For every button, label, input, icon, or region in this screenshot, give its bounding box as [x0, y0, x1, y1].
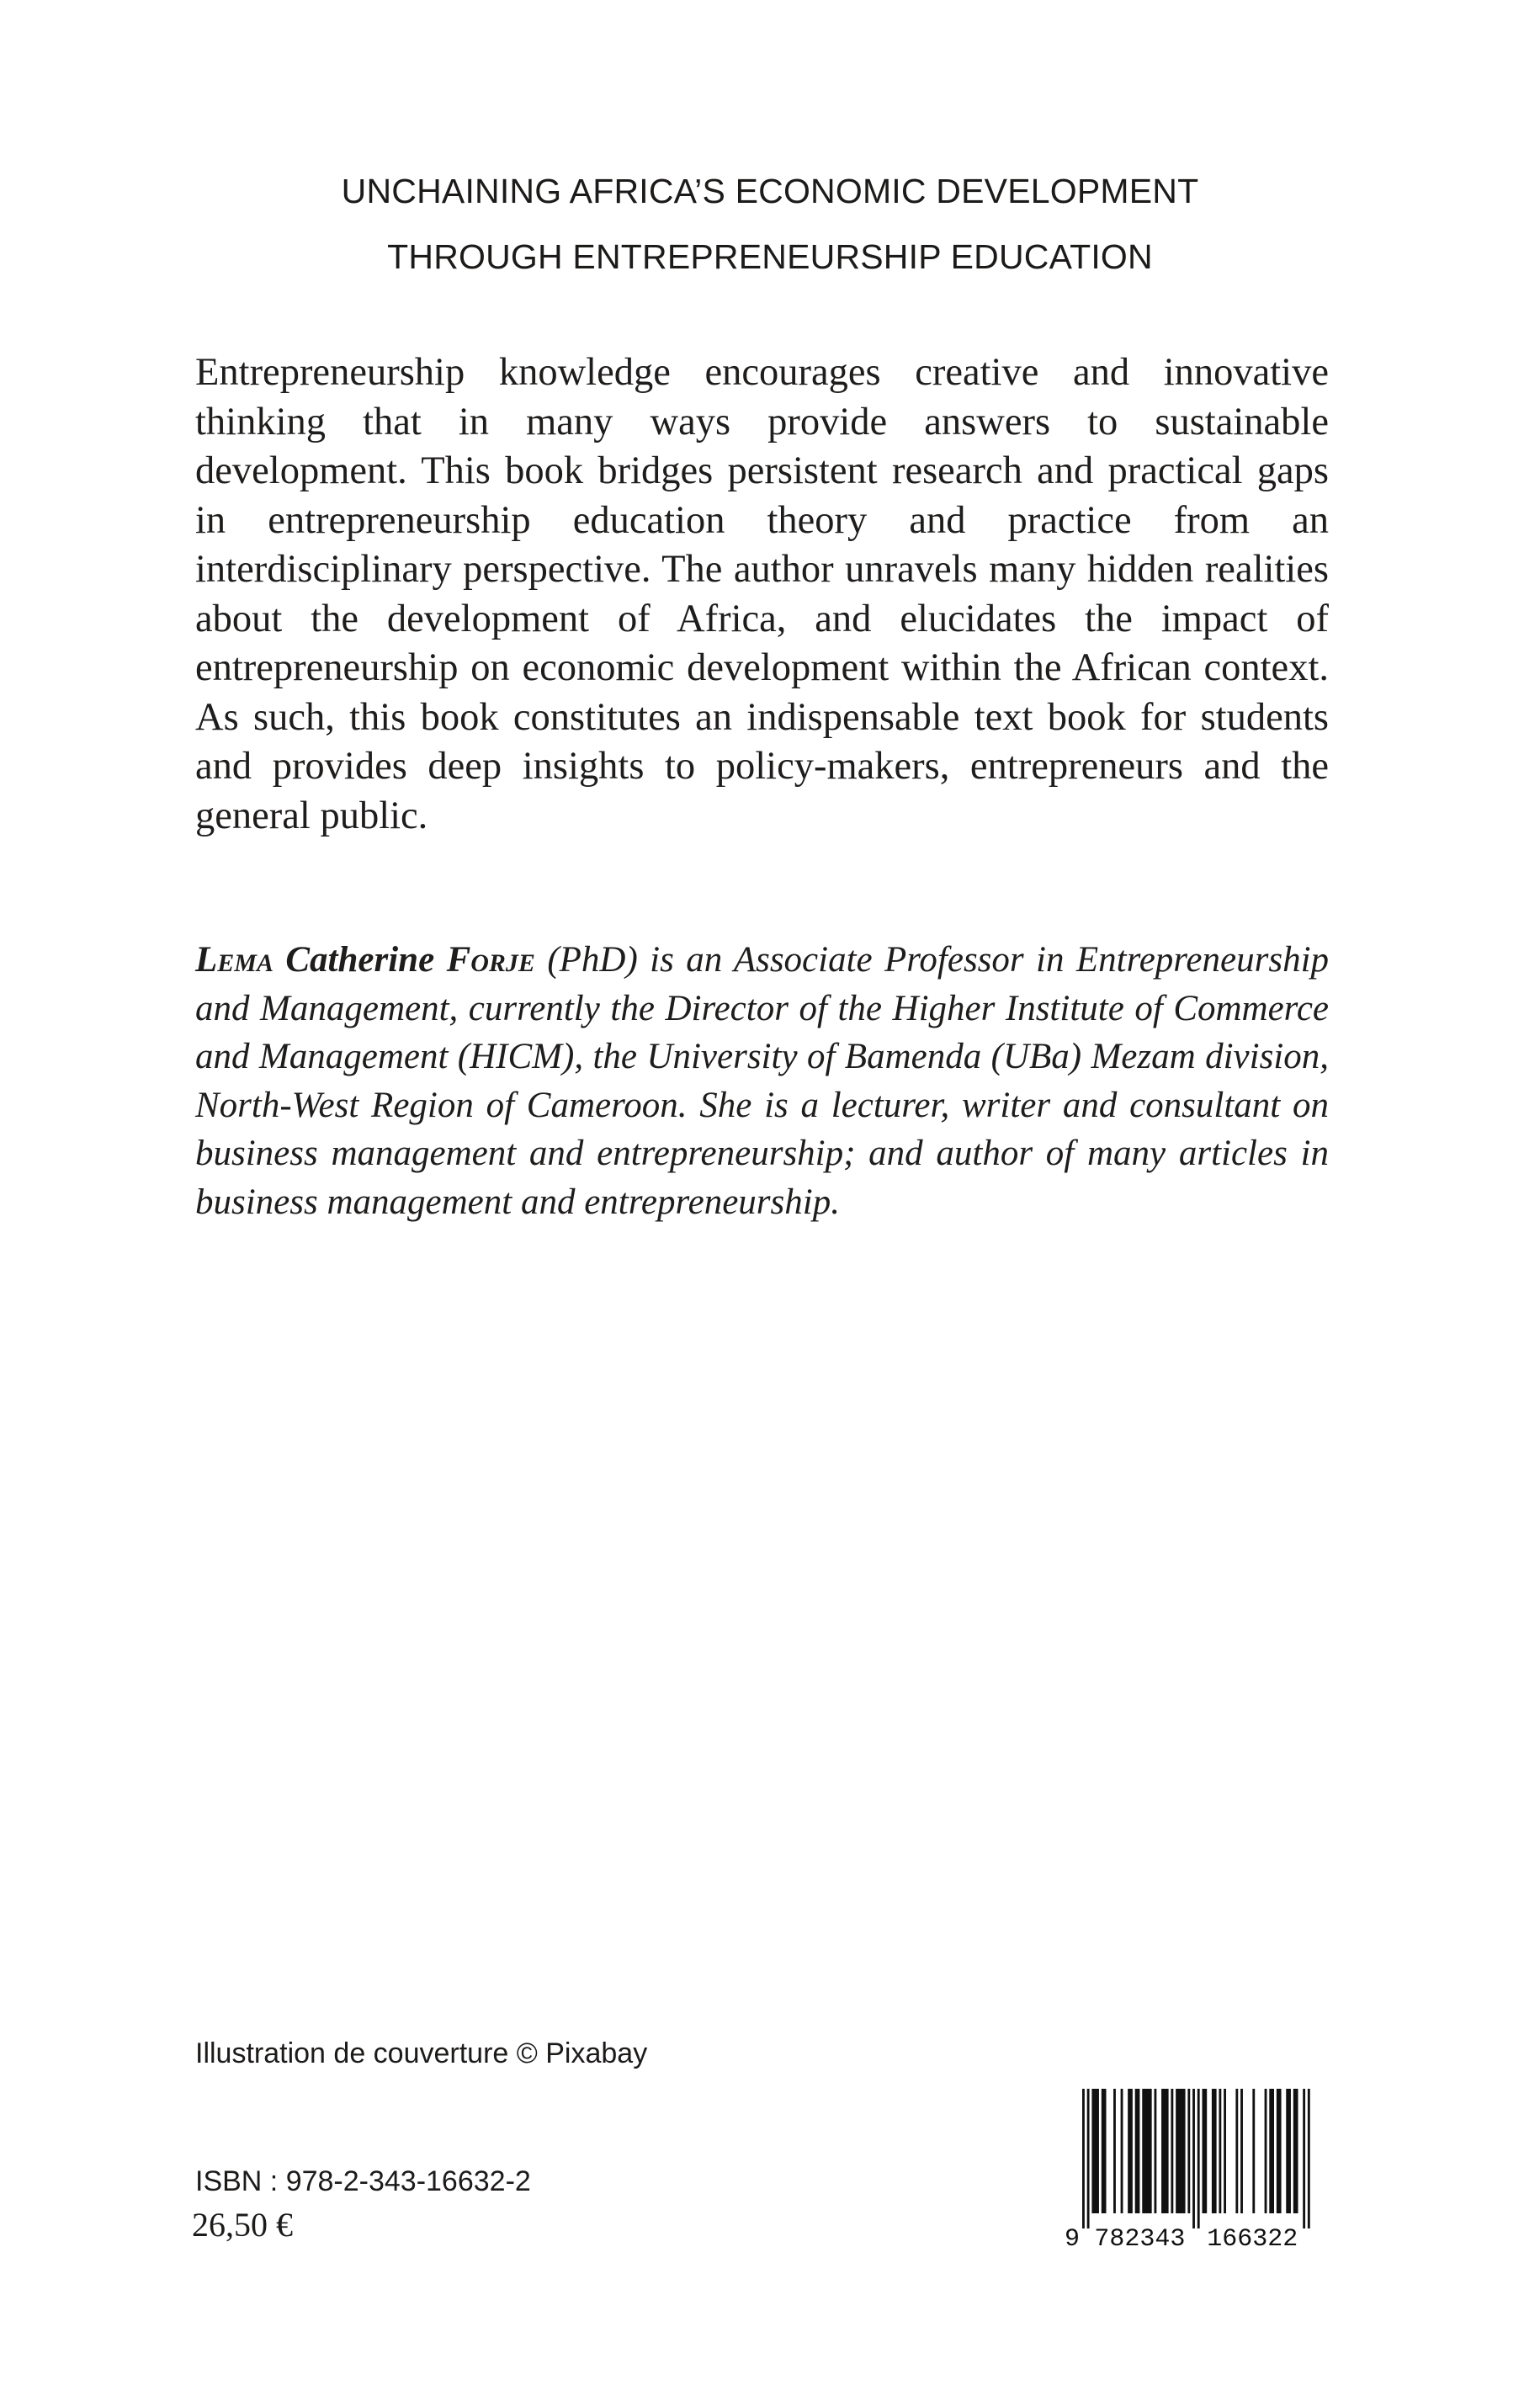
barcode-bar — [1252, 2089, 1255, 2213]
barcode-bar — [1265, 2089, 1267, 2213]
author-middle-name: Catherine — [285, 940, 435, 980]
barcode-bar — [1135, 2089, 1140, 2213]
barcode-bar — [1087, 2089, 1090, 2228]
barcode-bar — [1203, 2089, 1208, 2213]
barcode-bar — [1240, 2089, 1243, 2213]
author-bio — [195, 936, 1329, 1226]
barcode-bar — [1128, 2089, 1133, 2213]
barcode-bar — [1303, 2089, 1305, 2228]
barcode-bar — [1293, 2089, 1298, 2213]
barcode-bar — [1171, 2089, 1173, 2213]
barcode-bar — [1121, 2089, 1123, 2213]
barcode-bar — [1176, 2089, 1185, 2213]
barcode-bar — [1269, 2089, 1274, 2213]
author-bio-text: (PhD) is an Associate Professor in Entrepreneurship and Management, currently the Director of the Higher Institute of Commerce and Management (HICM), the University of Bamenda (UBa) Mezam division, North-West Region of Cameroon. She is a lecturer, writer and consultant on business management and entrepreneurship; and author of many articles in business management and entrepreneurship. — [195, 940, 1330, 1222]
barcode-bar — [1102, 2089, 1107, 2213]
book-blurb: Entrepreneurship knowledge encourages creative and innovative thinking that in many ways provide answers to sustainable development. This book bridges persistent research and practical gaps in entrepreneurship education theory and practice from an interdisciplinary perspective. The author unravels many hidden realities about the development of Africa, and elucidates the impact of entrepreneurship on economic development within the African context. As such, this book constitutes an indispensable text book for students and provides deep insights to policy-makers, entrepreneurs and the general public. — [195, 351, 1329, 837]
barcode-bar — [1192, 2089, 1195, 2228]
barcode-bar — [1308, 2089, 1310, 2228]
barcode-graphic — [1062, 2085, 1330, 2252]
barcode-digits: 166322 — [1207, 2225, 1298, 2252]
barcode-bar — [1187, 2089, 1190, 2213]
barcode-bar — [1224, 2089, 1226, 2213]
book-title-line-2: THROUGH ENTREPRENEURSHIP EDUCATION — [387, 237, 1153, 276]
price-label: 26,50 € — [192, 2206, 293, 2244]
barcode-bar — [1197, 2089, 1200, 2228]
author-name — [195, 940, 535, 980]
barcode-bar — [1286, 2089, 1291, 2213]
barcode-digits: 782343 — [1094, 2225, 1186, 2252]
illustration-credit: Illustration de couverture © Pixabay — [195, 2037, 648, 2069]
barcode-bar — [1277, 2089, 1282, 2213]
barcode-bar — [1142, 2089, 1151, 2213]
book-title — [0, 158, 1540, 289]
barcode-bar — [1113, 2089, 1116, 2213]
barcode-bar — [1219, 2089, 1221, 2213]
author-last-name: Forje — [446, 940, 535, 980]
barcode-bar — [1091, 2089, 1099, 2213]
author-first-name: Lema — [195, 940, 273, 980]
isbn-barcode — [1062, 2085, 1330, 2252]
barcode-bar — [1235, 2089, 1238, 2213]
isbn-label: ISBN : 978-2-343-16632-2 — [195, 2165, 531, 2197]
barcode-bar — [1212, 2089, 1217, 2213]
book-title-line-1: UNCHAINING AFRICA’S ECONOMIC DEVELOPMENT — [341, 172, 1199, 210]
barcode-bar — [1161, 2089, 1169, 2213]
barcode-digits: 9 — [1064, 2225, 1081, 2252]
barcode-bar — [1082, 2089, 1085, 2228]
barcode-bar — [1155, 2089, 1157, 2213]
